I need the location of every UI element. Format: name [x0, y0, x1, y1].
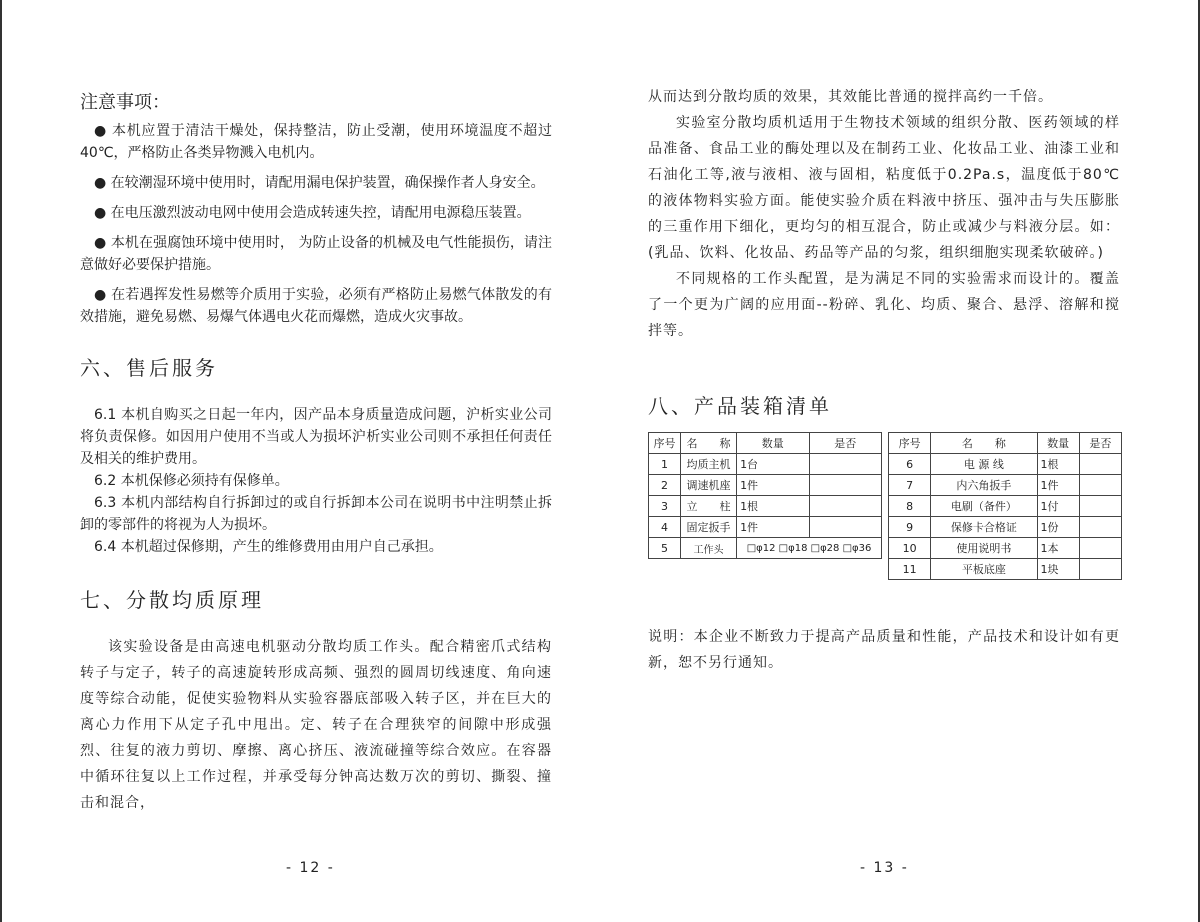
table-row: [889, 559, 1122, 580]
section-7-title: 七、分散均质原理: [80, 588, 264, 612]
cell: 3: [649, 496, 681, 517]
cell: 保修卡合格证: [931, 517, 1037, 538]
notice-title: 注意事项：: [80, 92, 170, 113]
cell: 固定扳手: [680, 517, 736, 538]
workhead-text: 不同规格的工作头配置，是为满足不同的实验需求而设计的。覆盖了一个更为广阔的应用面--粉碎、乳化、均质、聚合、悬浮、溶解和搅拌等。: [648, 271, 1120, 339]
application-text: 实验室分散均质机适用于生物技术领域的组织分散、医药领域的样品准备、食品工业的酶处理以及在制药工业、化妆品工业、油漆工业和石油化工等,液与液相、液与固相，粘度低于0.2Pa.s，温度低于80℃的液体物料实验方面。能使实验介质在料液中挤压、强冲击与失压膨胀的三重作用下细化，更均匀的相互混合，防止或减少与料液分层。如：(乳品、饮料、化妆品、药品等产品的匀浆，组织细胞实现柔软破碎。): [648, 115, 1120, 261]
cell: 内六角扳手: [931, 475, 1037, 496]
cell: 9: [889, 517, 931, 538]
check-cell[interactable]: [1079, 496, 1121, 517]
header-cell: 名 称: [680, 433, 736, 454]
notice-item: ● 本机在强腐蚀环境中使用时， 为防止设备的机械及电气性能损伤，请注意做好必要保护措施。: [80, 235, 552, 273]
cell: 10: [889, 538, 931, 559]
header-cell: 序号: [649, 433, 681, 454]
notice-list: [80, 120, 552, 336]
header-cell: 数量: [1037, 433, 1079, 454]
check-cell[interactable]: [809, 496, 881, 517]
notice-item: ● 在电压激烈波动电网中使用会造成转速失控，请配用电源稳压装置。: [94, 205, 531, 221]
page-number-12: - 12 -: [286, 860, 335, 876]
cell: 立 柱: [680, 496, 736, 517]
header-cell: 序号: [889, 433, 931, 454]
cell: 1件: [737, 517, 809, 538]
cell: 1件: [1037, 475, 1079, 496]
notice-item: ● 本机应置于清洁干燥处，保持整洁，防止受潮，使用环境温度不超过40℃，严格防止各类异物溅入电机内。: [80, 123, 552, 161]
notice-item: ● 在若遇挥发性易燃等介质用于实验，必须有严格防止易燃气体散发的有效措施，避免易燃、易爆气体遇电火花而爆燃，造成火灾事故。: [80, 287, 552, 325]
cell: 1付: [1037, 496, 1079, 517]
section-8-title: 八、产品装箱清单: [648, 394, 832, 418]
cell: 1台: [737, 454, 809, 475]
cell: 6: [889, 454, 931, 475]
table-row: [889, 517, 1122, 538]
section-6-title: 六、售后服务: [80, 356, 218, 380]
cell: 使用说明书: [931, 538, 1037, 559]
cell: 2: [649, 475, 681, 496]
service-item: 6.2 本机保修必须持有保修单。: [94, 473, 289, 489]
packing-table-right: [888, 432, 1122, 580]
cell: 调速机座: [680, 475, 736, 496]
principle-text: 该实验设备是由高速电机驱动分散均质工作头。配合精密爪式结构转子与定子，转子的高速旋转形成高频、强烈的圆周切线速度、角向速度等综合动能，促使实验物料从实验容器底部吸入转子区，并在巨大的离心力作用下从定子孔中甩出。定、转子在合理狭窄的间隙中形成强烈、往复的液力剪切、摩擦、离心挤压、液流碰撞等综合效应。在容器中循环往复以上工作过程，并承受每分钟高达数万次的剪切、撕裂、撞击和混合，: [80, 639, 552, 811]
table-row: [649, 454, 882, 475]
header-cell: 数量: [737, 433, 809, 454]
table-row: [649, 475, 882, 496]
service-item: 6.3 本机内部结构自行拆卸过的或自行拆卸本公司在说明书中注明禁止拆卸的零部件的将视为人为损坏。: [80, 495, 552, 533]
table-row: [889, 538, 1122, 559]
cell: 1根: [1037, 454, 1079, 475]
service-list: [80, 404, 552, 558]
cell: 电 源 线: [931, 454, 1037, 475]
check-cell[interactable]: [809, 517, 881, 538]
service-item: 6.4 本机超过保修期，产生的维修费用由用户自己承担。: [94, 539, 443, 555]
check-cell[interactable]: [809, 454, 881, 475]
header-cell: 是否: [1079, 433, 1121, 454]
table-row: [649, 496, 882, 517]
note-text: 说明：本企业不断致力于提高产品质量和性能，产品技术和设计如有更新，恕不另行通知。: [648, 629, 1120, 671]
check-cell[interactable]: [1079, 538, 1121, 559]
cell: 5: [649, 538, 681, 559]
table-row: [889, 496, 1122, 517]
notice-item: ● 在较潮湿环境中使用时，请配用漏电保护装置，确保操作者人身安全。: [94, 175, 545, 191]
check-cell[interactable]: [1079, 454, 1121, 475]
check-cell[interactable]: [1079, 517, 1121, 538]
cell: 1份: [1037, 517, 1079, 538]
header-cell: 名 称: [931, 433, 1037, 454]
service-item: 6.1 本机自购买之日起一年内，因产品本身质量造成问题，沪析实业公司将负责保修。如因用户使用不当或人为损坏沪析实业公司则不承担任何责任及相关的维护费用。: [80, 407, 552, 467]
table-row: [649, 538, 882, 559]
cell: 平板底座: [931, 559, 1037, 580]
table-header-row: [889, 433, 1122, 454]
check-cell[interactable]: [809, 475, 881, 496]
table-row: [889, 454, 1122, 475]
cell: 电刷（备件）: [931, 496, 1037, 517]
cell: 4: [649, 517, 681, 538]
cell: 均质主机: [680, 454, 736, 475]
cell: 1根: [737, 496, 809, 517]
cell: 工作头: [680, 538, 736, 559]
cell: 7: [889, 475, 931, 496]
page-number-13: - 13 -: [860, 860, 909, 876]
workhead-options[interactable]: □φ12 □φ18 □φ28 □φ36: [737, 538, 882, 559]
cell: 1块: [1037, 559, 1079, 580]
packing-table-left: [648, 432, 882, 559]
continued-text: 从而达到分散均质的效果，其效能比普通的搅拌高约一千倍。: [648, 89, 1053, 105]
cell: 8: [889, 496, 931, 517]
cell: 11: [889, 559, 931, 580]
cell: 1件: [737, 475, 809, 496]
check-cell[interactable]: [1079, 475, 1121, 496]
cell: 1本: [1037, 538, 1079, 559]
cell: 1: [649, 454, 681, 475]
page-edge-left: [0, 0, 2, 922]
table-header-row: [649, 433, 882, 454]
header-cell: 是否: [809, 433, 881, 454]
check-cell[interactable]: [1079, 559, 1121, 580]
table-row: [649, 517, 882, 538]
table-row: [889, 475, 1122, 496]
